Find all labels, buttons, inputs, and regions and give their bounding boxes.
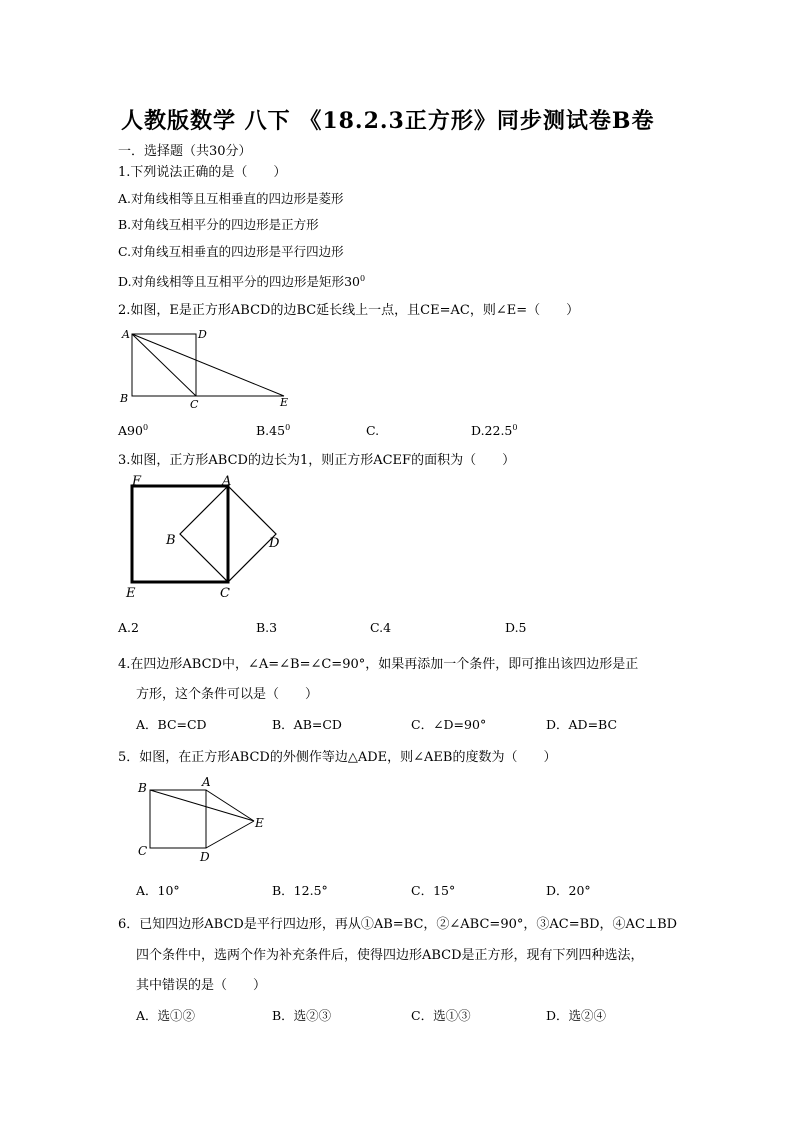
q5-option-b: B．12.5° [272,883,328,898]
q5-option-a: A．10° [136,883,180,898]
q5-segment-ae [206,790,254,821]
page-title: 人教版数学 八下 《18.2.3正方形》同步测试卷B卷 [121,108,655,134]
q5-figure [132,776,272,866]
q3-option-c: C.4 [370,620,392,635]
section-heading: 一．选择题（共30分） [118,144,252,159]
q3-label-e: E [126,586,136,601]
q2-option-a-sup: 0 [142,422,149,432]
q1-option-d-text: D.对角线相等且互相平分的四边形是矩形 [118,274,345,289]
q2-label-e: E [280,396,289,409]
q3-label-d: D [269,536,280,551]
q5-segment-de [206,821,254,848]
q6-option-c: C．选①③ [411,1008,471,1023]
q6-option-d: D．选②④ [546,1008,607,1023]
q3-option-b: B.3 [256,620,278,635]
q2-figure [118,326,298,410]
q5-label-a: A [202,775,211,789]
q2-option-c: C. [366,423,380,438]
q6-stem-line2: 四个条件中，选两个作为补充条件后，使得四边形ABCD是正方形，现有下列四种选法， [136,948,644,963]
q2-segment-ae [132,334,284,396]
q5-segment-be [150,790,254,821]
q2-option-a [118,423,148,438]
q4-option-a: A．BC=CD [136,717,207,732]
q3-stem: 3.如图，正方形ABCD的边长为1，则正方形ACEF的面积为（ ） [118,453,516,468]
q6-stem-line1: 6．已知四边形ABCD是平行四边形，再从①AB=BC，②∠ABC=90°，③AC=BD，④AC⊥BD [118,917,678,932]
q6-option-b: B．选②③ [272,1008,332,1023]
q2-option-d-text: D.22.5 [471,423,513,438]
q4-option-c: C．∠D=90° [411,717,487,732]
q2-option-b [256,423,290,438]
q5-option-c: C．15° [411,883,456,898]
q2-diagonal-ac [132,334,196,396]
q2-label-a: A [122,328,130,341]
q3-option-d: D.5 [505,620,527,635]
q2-option-d-sup: 0 [512,422,518,432]
q2-option-b-sup: 0 [285,422,291,432]
q3-label-a: A [222,474,232,489]
q2-label-c: C [190,398,199,411]
q6-stem-line3: 其中错误的是（ ） [136,978,267,993]
q3-label-c: C [220,586,230,601]
q2-option-d [471,423,517,438]
q5-option-d: D．20° [546,883,591,898]
q2-label-d: D [198,328,207,341]
q4-stem-line1: 4.在四边形ABCD中，∠A=∠B=∠C=90°，如果再添加一个条件，即可推出该四边形是正 [118,657,639,672]
q3-option-a: A.2 [118,620,139,635]
q3-label-f: F [132,474,142,489]
q3-label-b: B [166,533,176,548]
q1-option-d-sup: 0 [359,273,366,283]
q4-option-d: D．AD=BC [546,717,618,732]
q6-option-a: A．选①② [136,1008,196,1023]
q2-option-b-text: B.45 [256,423,286,438]
q1-option-d-tail: 30 [344,274,360,289]
q3-figure [118,474,293,604]
q1-option-b: B.对角线互相平分的四边形是正方形 [118,217,319,232]
q1-option-a: A.对角线相等且互相垂直的四边形是菱形 [118,191,344,206]
q5-label-c: C [138,844,148,858]
q4-option-b: B．AB=CD [272,717,342,732]
q5-stem: 5．如图，在正方形ABCD的外侧作等边△ADE，则∠AEB的度数为（ ） [118,750,557,765]
q4-stem-line2: 方形，这个条件可以是（ ） [136,687,319,702]
q5-label-e: E [255,816,264,830]
q1-stem: 1.下列说法正确的是（ ） [118,165,287,180]
q2-stem: 2.如图，E是正方形ABCD的边BC延长线上一点，且CE=AC，则∠E=（ ） [118,303,580,318]
q1-option-c: C.对角线互相垂直的四边形是平行四边形 [118,244,344,259]
q5-label-d: D [200,850,210,864]
q1-option-d [118,272,365,290]
q2-option-a-text: A90 [118,423,143,438]
q2-label-b: B [120,392,129,405]
q5-label-b: B [138,781,147,795]
